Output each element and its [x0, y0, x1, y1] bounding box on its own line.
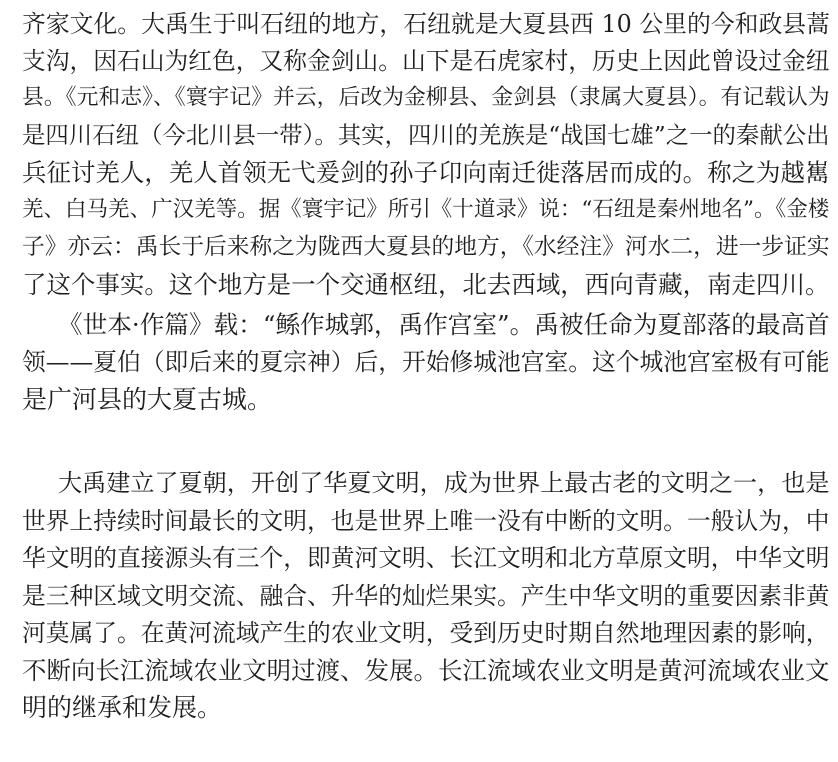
line-text: 河莫属了。在黄河流域产生的农业文明，受到历史时期自然地理因素的影响， [22, 619, 830, 647]
line-text: 县。《元和志》、《寰宇记》并云，后改为金柳县、金剑县（隶属大夏县）。有记载认为 [22, 85, 830, 110]
text-line [0, 305, 838, 345]
line-text: 了这个事实。这个地方是一个交通枢纽，北去西域，西向青藏，南走四川。 [22, 270, 830, 299]
line-text: 领——夏伯（即后来的夏宗神）后，开始修城池宫室。这个城池宫室极有可能 [22, 348, 830, 376]
line-text: 是广河县的大夏古城。 [22, 385, 273, 414]
line-text: 《世本·作篇》载：“鲧作城郭，禹作宫室”。禹被任命为夏部落的最高首 [58, 310, 830, 339]
line-text: 世界上持续时间最长的文明，也是世界上唯一没有中断的文明。一般认为，中 [22, 507, 830, 535]
text-line [0, 227, 838, 267]
line-text: 子》亦云：禹长于后来称之为陇西大夏县的地方，《水经注》河水二，进一步证实 [22, 234, 830, 260]
text-line [0, 380, 838, 420]
line-text: 齐家文化。大禹生于叫石纽的地方，石纽就是大夏县西 10 公里的今和政县蒿 [22, 10, 830, 38]
text-line [0, 115, 838, 155]
line-text: 是三种区域文明交流、融合、升华的灿烂果实。产生中华文明的重要因素非黄 [22, 582, 830, 610]
line-text: 支沟，因石山为红色，又称金剑山。山下是石虎家村，历史上因此曾设过金纽 [22, 47, 830, 75]
text-line [0, 190, 838, 230]
text-line [0, 651, 838, 691]
line-text: 大禹建立了夏朝，开创了华夏文明，成为世界上最古老的文明之一，也是 [58, 469, 830, 497]
text-line [0, 538, 838, 578]
text-line [0, 78, 838, 118]
line-text: 不断向长江流域农业文明过渡、发展。长江流域农业文明是黄河流域农业文 [22, 656, 830, 685]
line-text: 明的继承和发展。 [22, 693, 223, 722]
text-line [0, 501, 838, 541]
line-text: 兵征讨羌人，羌人首领无弋爰剑的孙子卬向南迁徙落居而成的。称之为越嶲 [22, 158, 830, 187]
line-text: 羌、白马羌、广汉羌等。据《寰宇记》所引《十道录》说：“石纽是秦州地名”。《金楼 [22, 197, 830, 222]
text-line [0, 41, 838, 81]
text-line [0, 153, 838, 193]
line-text: 是四川石纽（今北川县一带）。其实，四川的羌族是“战国七雄”之一的秦献公出 [22, 121, 830, 149]
text-line [0, 688, 838, 728]
text-line [0, 4, 838, 44]
text-line [0, 576, 838, 616]
text-line [0, 613, 838, 653]
line-text: 华文明的直接源头有三个，即黄河文明、长江文明和北方草原文明，中华文明 [22, 544, 830, 572]
text-line [0, 265, 838, 305]
text-line [0, 342, 838, 382]
text-line [0, 463, 838, 503]
